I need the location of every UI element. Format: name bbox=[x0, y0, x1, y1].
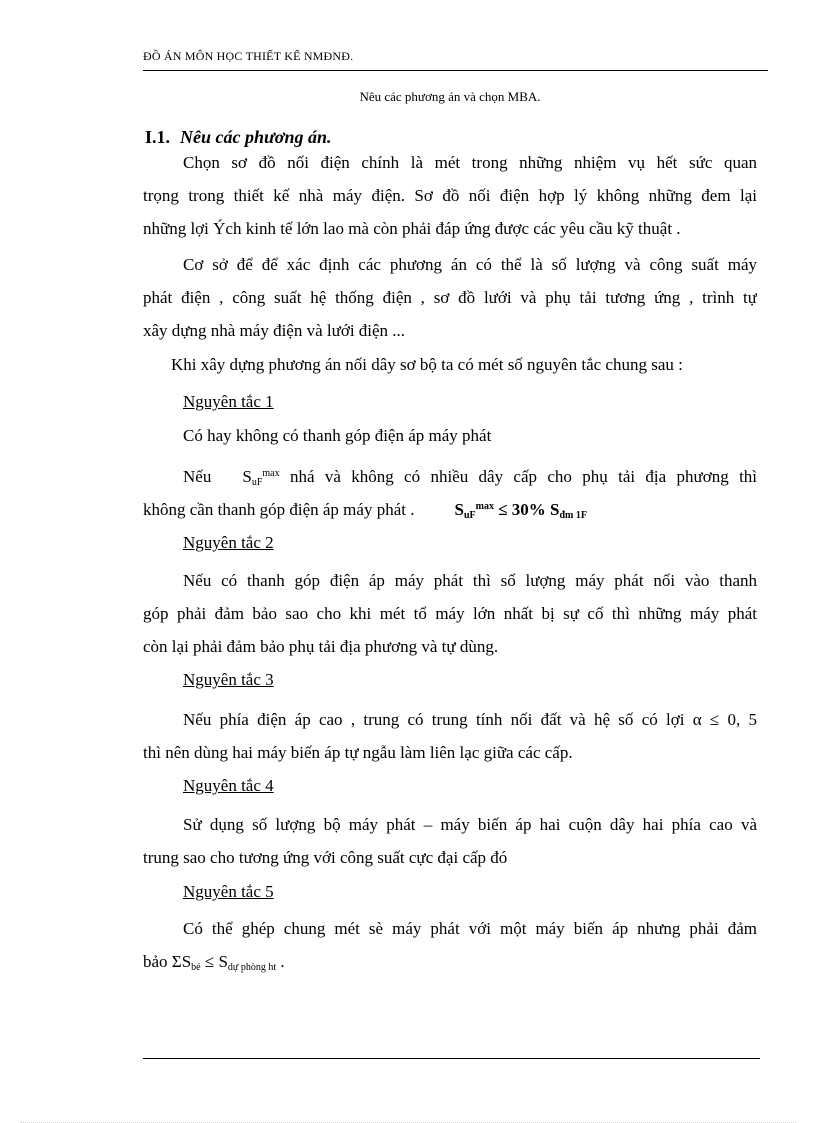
paragraph-line: những lợi Ých kinh tế lớn lao mà còn phải đáp ứng được các yêu cầu kỹ thuật . bbox=[143, 219, 681, 238]
paragraph-line: phát điện , công suất hệ thống điện , sơ đồ lưới và phụ tải tương ứng , trình tự bbox=[143, 288, 757, 307]
section-number: I.1. bbox=[145, 127, 171, 147]
document-header-title: ĐỒ ÁN MÔN HỌC THIẾT KẾ NMĐNĐ. bbox=[143, 49, 354, 63]
rule-5-paragraph bbox=[143, 912, 757, 978]
section-heading bbox=[145, 127, 331, 148]
paragraph-line: Nếu có thanh góp điện áp máy phát thì số lượng máy phát nối vào thanh bbox=[183, 571, 757, 590]
rule-3-title: Nguyên tắc 3 bbox=[183, 670, 274, 689]
rule-4-paragraph bbox=[143, 808, 757, 874]
paragraph-line: thì nên dùng hai máy biến áp tự ngẫu làm liên lạc giữa các cấp. bbox=[143, 743, 573, 762]
paragraph-1 bbox=[143, 146, 757, 245]
paragraph-line: Có thể ghép chung mét sè máy phát với một máy biến áp nhưng phải đảm bbox=[183, 919, 757, 938]
paragraph-line: Chọn sơ đồ nối điện chính là mét trong những nhiệm vụ hết sức quan bbox=[183, 153, 757, 172]
paragraph-line: trọng trong thiết kế nhà máy điện. Sơ đồ nối điện hợp lý không những đem lại bbox=[143, 186, 757, 205]
paragraph-line: trung sao cho tương ứng với công suất cực đại cấp đó bbox=[143, 848, 508, 867]
paragraph-line: góp phải đảm bảo sao cho khi mét tổ máy lớn nhất bị sự cố thì những máy phát bbox=[143, 604, 757, 623]
rule-2-paragraph bbox=[143, 564, 757, 663]
rule-3-paragraph bbox=[143, 703, 757, 769]
rule-5-title: Nguyên tắc 5 bbox=[183, 882, 274, 901]
paragraph-line: Cơ sở để để xác định các phương án có thể là số lượng và công suất máy bbox=[183, 255, 757, 274]
rule-1-paragraph bbox=[143, 457, 757, 523]
section-title: Nêu các phương án. bbox=[180, 127, 332, 147]
paragraph-2 bbox=[143, 248, 757, 347]
rule-1-line: Có hay không có thanh góp điện áp máy phát bbox=[183, 426, 492, 445]
chapter-subtitle: Nêu các phương án và chọn MBA. bbox=[359, 89, 541, 104]
paragraph-line: xây dựng nhà máy điện và lưới điện ... bbox=[143, 321, 406, 340]
paragraph-line: không cần thanh góp điện áp máy phát . $S_{uF}^{max} \le 30\%$ $S_{đm 1F}$ bbox=[143, 500, 587, 521]
header-divider bbox=[143, 70, 768, 71]
paragraph-line: Nếu phía điện áp cao , trung có trung tính nối đất và hệ số có lợi α ≤ 0, 5 bbox=[183, 710, 757, 729]
paragraph-line: Khi xây dựng phương án nối dây sơ bộ ta có mét số nguyên tắc chung sau : bbox=[171, 355, 683, 374]
paragraph-line: còn lại phải đảm bảo phụ tải địa phương và tự dùng. bbox=[143, 637, 499, 656]
paragraph-line: bảo $\Sigma S_{bé} \le S_{dự phòng ht}$ . bbox=[143, 952, 285, 973]
paragraph-3 bbox=[143, 348, 757, 381]
paragraph-line: Nếu $S_{uF}^{max}$ nhá và không có nhiều dây cấp cho phụ tải địa phương thì bbox=[183, 467, 757, 488]
rule-2-title: Nguyên tắc 2 bbox=[183, 533, 274, 552]
rule-4-title: Nguyên tắc 4 bbox=[183, 776, 274, 795]
rule-1-title: Nguyên tắc 1 bbox=[183, 392, 274, 411]
paragraph-line: Sử dụng số lượng bộ máy phát – máy biến áp hai cuộn dây hai phía cao và bbox=[183, 815, 757, 834]
footer-divider bbox=[143, 1058, 760, 1059]
